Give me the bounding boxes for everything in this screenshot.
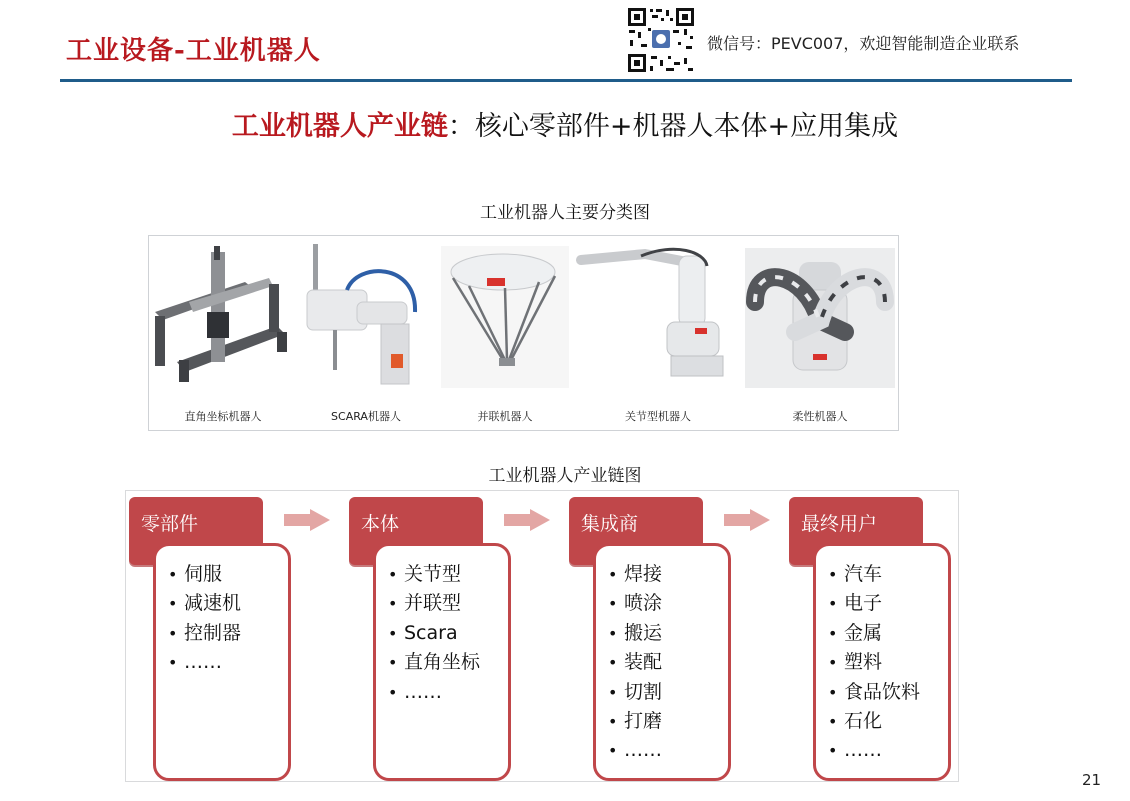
column-box-components bbox=[153, 543, 291, 781]
list-item: • …… bbox=[608, 736, 728, 765]
robot-body-list bbox=[388, 560, 508, 707]
list-item: • 控制器 bbox=[168, 619, 288, 648]
component-list bbox=[168, 560, 288, 678]
slide-headline bbox=[0, 104, 1130, 143]
robot-types-caption: 工业机器人主要分类图 bbox=[480, 203, 650, 223]
robot-type-cartesian bbox=[149, 236, 297, 430]
column-box-end-users bbox=[813, 543, 951, 781]
qr-code-icon bbox=[626, 6, 696, 74]
column-header-end-users: 最终用户 bbox=[789, 497, 923, 565]
list-item: • Scara bbox=[388, 619, 508, 648]
list-item: • 塑料 bbox=[828, 648, 948, 677]
robot-type-label: SCARA机器人 bbox=[331, 410, 401, 423]
parallel-robot-icon bbox=[439, 242, 571, 392]
list-item: • …… bbox=[828, 736, 948, 765]
industry-chain-panel bbox=[125, 490, 959, 782]
dual-arm-robot-icon bbox=[745, 242, 895, 392]
list-item: • 石化 bbox=[828, 707, 948, 736]
list-item: • 打磨 bbox=[608, 707, 728, 736]
column-box-robot-body bbox=[373, 543, 511, 781]
column-header-components: 零部件 bbox=[129, 497, 263, 565]
list-item: • 伺服 bbox=[168, 560, 288, 589]
list-item: • …… bbox=[388, 678, 508, 707]
list-item: • 关节型 bbox=[388, 560, 508, 589]
page-title: 工业设备-工业机器人 bbox=[66, 36, 321, 66]
list-item: • 金属 bbox=[828, 619, 948, 648]
wechat-contact-text: 微信号：PEVC007，欢迎智能制造企业联系 bbox=[707, 34, 1020, 53]
list-item: • 焊接 bbox=[608, 560, 728, 589]
scara-robot-icon bbox=[297, 242, 435, 392]
list-item: • 喷涂 bbox=[608, 589, 728, 618]
robot-type-articulated bbox=[575, 236, 741, 430]
arrow-right-icon bbox=[504, 509, 550, 531]
robot-type-scara bbox=[297, 236, 435, 430]
robot-type-flexible bbox=[745, 236, 895, 430]
list-item: • 切割 bbox=[608, 678, 728, 707]
column-box-integrators bbox=[593, 543, 731, 781]
list-item: • 并联型 bbox=[388, 589, 508, 618]
header-divider bbox=[60, 79, 1072, 82]
list-item: • 电子 bbox=[828, 589, 948, 618]
articulated-robot-icon bbox=[575, 242, 741, 392]
end-user-list bbox=[828, 560, 948, 766]
integrator-list bbox=[608, 560, 728, 766]
page-number: 21 bbox=[1082, 771, 1102, 789]
headline-emphasis: 工业机器人产业链 bbox=[231, 111, 448, 142]
arrow-right-icon bbox=[724, 509, 770, 531]
list-item: • 食品饮料 bbox=[828, 678, 948, 707]
list-item: • 直角坐标 bbox=[388, 648, 508, 677]
list-item: • 搬运 bbox=[608, 619, 728, 648]
arrow-right-icon bbox=[284, 509, 330, 531]
list-item: • …… bbox=[168, 648, 288, 677]
column-header-integrators: 集成商 bbox=[569, 497, 703, 565]
headline-rest: ：核心零部件+机器人本体+应用集成 bbox=[447, 111, 899, 142]
list-item: • 减速机 bbox=[168, 589, 288, 618]
robot-type-label: 直角坐标机器人 bbox=[184, 410, 262, 423]
list-item: • 装配 bbox=[608, 648, 728, 677]
list-item: • 汽车 bbox=[828, 560, 948, 589]
industry-chain-caption: 工业机器人产业链图 bbox=[488, 466, 642, 486]
robot-type-parallel bbox=[439, 236, 571, 430]
cartesian-robot-icon bbox=[149, 242, 297, 392]
robot-type-label: 关节型机器人 bbox=[625, 410, 691, 423]
robot-types-panel bbox=[148, 235, 899, 431]
robot-type-label: 并联机器人 bbox=[477, 410, 533, 423]
column-header-robot-body: 本体 bbox=[349, 497, 483, 565]
robot-type-label: 柔性机器人 bbox=[792, 410, 848, 423]
